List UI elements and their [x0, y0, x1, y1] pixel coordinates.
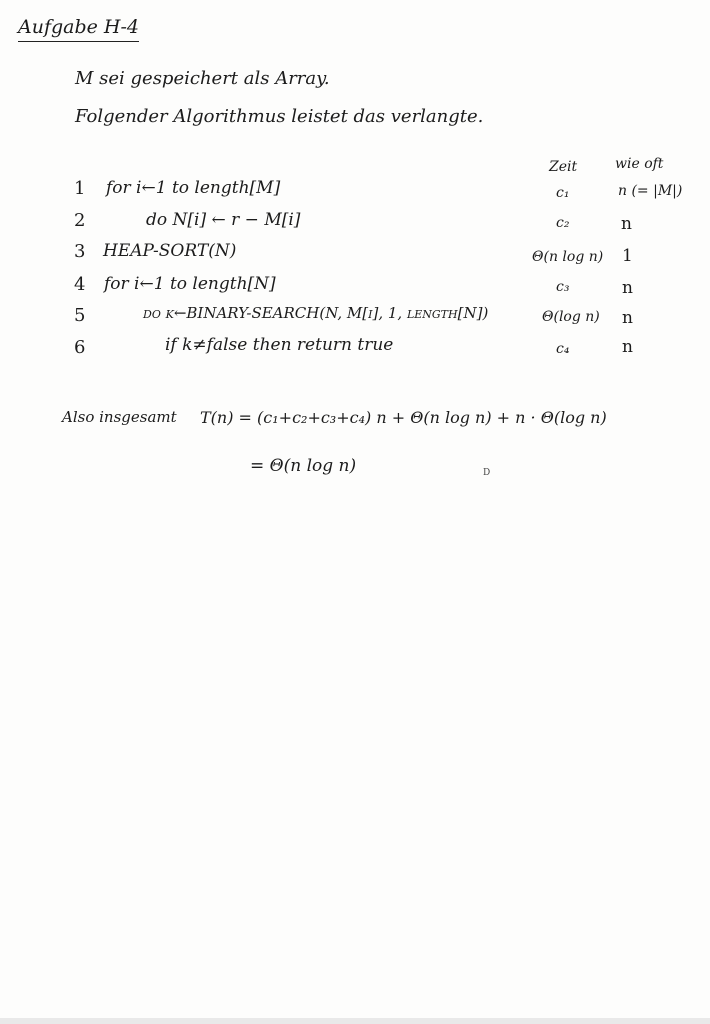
time-cell-2: c₂: [556, 215, 570, 231]
algorithm-line-5: do k←BINARY-SEARCH(N, M[i], 1, length[N]): [143, 304, 489, 322]
algorithm-line-3: HEAP-SORT(N): [103, 241, 237, 261]
time-cell-1: c₁: [556, 185, 570, 201]
line-number-1: 1: [74, 178, 86, 199]
time-cell-5: Θ(log n): [542, 309, 600, 325]
time-cell-4: c₃: [556, 279, 570, 295]
column-header-count: wie oft: [615, 156, 664, 172]
line-number-3: 3: [74, 241, 86, 262]
count-cell-2: n: [621, 214, 632, 234]
count-cell-6: n: [622, 337, 633, 357]
algorithm-line-2: do N[i] ← r − M[i]: [146, 210, 301, 230]
column-header-time: Zeit: [549, 159, 578, 175]
count-cell-5: n: [622, 308, 633, 328]
stray-mark: D: [483, 468, 491, 478]
summary-equation-1: T(n) = (c₁+c₂+c₃+c₄) n + Θ(n log n) + n · Θ(log n): [200, 408, 607, 427]
count-cell-3: 1: [622, 246, 633, 266]
count-cell-1: n (= |M|): [618, 183, 683, 199]
summary-equation-2: = Θ(n log n): [250, 456, 357, 476]
intro-line-1: M sei gespeichert als Array.: [75, 68, 330, 89]
line-number-2: 2: [74, 210, 86, 231]
time-cell-3: Θ(n log n): [532, 249, 604, 265]
page-title: Aufgabe H-4: [18, 18, 139, 42]
line-number-4: 4: [74, 274, 86, 295]
summary-prefix: Also insgesamt: [62, 408, 177, 426]
algorithm-line-4: for i←1 to length[N]: [104, 274, 276, 294]
algorithm-line-1: for i←1 to length[M]: [106, 178, 281, 198]
time-cell-6: c₄: [556, 341, 570, 357]
line-number-6: 6: [74, 337, 86, 358]
intro-line-2: Folgender Algorithmus leistet das verlangte.: [75, 106, 484, 127]
algorithm-line-6: if k≠false then return true: [165, 335, 394, 355]
count-cell-4: n: [622, 278, 633, 298]
line-number-5: 5: [74, 305, 86, 326]
